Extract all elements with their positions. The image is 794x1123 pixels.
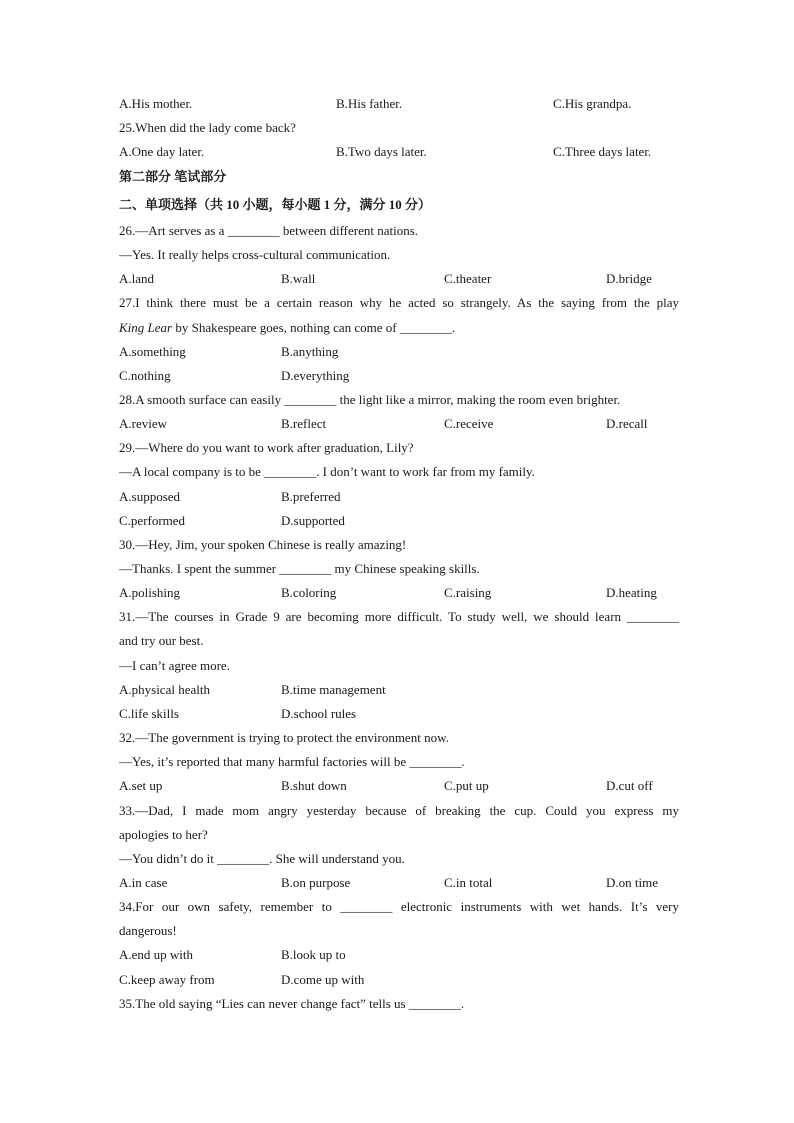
q34-option-d: D.come up with bbox=[281, 972, 365, 987]
q27-option-a: A.something bbox=[119, 344, 186, 359]
q24-option-b: B.His father. bbox=[336, 96, 403, 111]
q29-options-row2 bbox=[119, 511, 679, 531]
q32-option-b: B.shut down bbox=[281, 778, 347, 793]
q26-option-d: D.bridge bbox=[606, 271, 652, 286]
q33-option-c: C.in total bbox=[444, 875, 493, 890]
q32-option-a: A.set up bbox=[119, 778, 163, 793]
q27-option-b: B.anything bbox=[281, 344, 339, 359]
q33-option-d: D.on time bbox=[606, 875, 658, 890]
q33-reply: —You didn’t do it ________. She will understand you. bbox=[119, 851, 405, 866]
q30-options-row bbox=[119, 583, 679, 603]
q29-option-d: D.supported bbox=[281, 513, 345, 528]
q24-option-a: A.His mother. bbox=[119, 96, 193, 111]
q34-stem-line1: 34.For our own safety, remember to ________ electronic instruments with wet hands. It’s very bbox=[119, 899, 679, 914]
q25-options-row bbox=[119, 142, 679, 162]
q29-options-row1 bbox=[119, 487, 679, 507]
q31-stem-line2: and try our best. bbox=[119, 633, 204, 648]
q26-reply: —Yes. It really helps cross-cultural communication. bbox=[119, 247, 391, 262]
q33-option-a: A.in case bbox=[119, 875, 168, 890]
part2-title: 第二部分 笔试部分 bbox=[119, 169, 227, 184]
q33-stem-line2: apologies to her? bbox=[119, 827, 208, 842]
q28-option-d: D.recall bbox=[606, 416, 648, 431]
q31-options-row2 bbox=[119, 704, 679, 724]
q31-option-a: A.physical health bbox=[119, 682, 210, 697]
q28-option-a: A.review bbox=[119, 416, 168, 431]
q30-stem: 30.—Hey, Jim, your spoken Chinese is really amazing! bbox=[119, 537, 407, 552]
q34-stem-line2: dangerous! bbox=[119, 923, 177, 938]
q24-options-row bbox=[119, 94, 679, 114]
q28-stem: 28.A smooth surface can easily ________ the light like a mirror, making the room even brighter. bbox=[119, 392, 621, 407]
q29-option-a: A.supposed bbox=[119, 489, 181, 504]
q34-options-row2 bbox=[119, 970, 679, 990]
q25-stem: 25.When did the lady come back? bbox=[119, 120, 296, 135]
q32-stem: 32.—The government is trying to protect the environment now. bbox=[119, 730, 449, 745]
q29-reply: —A local company is to be ________. I don’t want to work far from my family. bbox=[119, 464, 535, 479]
q32-reply: —Yes, it’s reported that many harmful factories will be ________. bbox=[119, 754, 465, 769]
q29-option-c: C.performed bbox=[119, 513, 186, 528]
q31-reply: —I can’t agree more. bbox=[119, 658, 230, 673]
q29-stem: 29.—Where do you want to work after graduation, Lily? bbox=[119, 440, 414, 455]
q34-options-row1 bbox=[119, 945, 679, 965]
q32-option-c: C.put up bbox=[444, 778, 489, 793]
q27-option-d: D.everything bbox=[281, 368, 350, 383]
q30-option-a: A.polishing bbox=[119, 585, 181, 600]
q31-option-d: D.school rules bbox=[281, 706, 357, 721]
q27-options-row1 bbox=[119, 342, 679, 362]
q26-stem: 26.—Art serves as a ________ between different nations. bbox=[119, 223, 419, 238]
q26-option-b: B.wall bbox=[281, 271, 316, 286]
q34-option-a: A.end up with bbox=[119, 947, 194, 962]
q34-option-b: B.look up to bbox=[281, 947, 346, 962]
section2-title: 二、单项选择（共 10 小题，每小题 1 分，满分 10 分） bbox=[119, 197, 432, 212]
q27-play-title: King Lear bbox=[119, 320, 173, 335]
q33-stem-line1: 33.—Dad, I made mom angry yesterday because of breaking the cup. Could you express my bbox=[119, 803, 679, 818]
q25-option-b: B.Two days later. bbox=[336, 144, 427, 159]
q30-option-b: B.coloring bbox=[281, 585, 337, 600]
q25-option-a: A.One day later. bbox=[119, 144, 205, 159]
q31-option-b: B.time management bbox=[281, 682, 386, 697]
q26-options-row bbox=[119, 269, 679, 289]
q28-option-c: C.receive bbox=[444, 416, 494, 431]
q31-stem-line1: 31.—The courses in Grade 9 are becoming more difficult. To study well, we should learn ________ bbox=[119, 609, 679, 624]
q29-option-b: B.preferred bbox=[281, 489, 341, 504]
q30-option-d: D.heating bbox=[606, 585, 657, 600]
q33-options-row bbox=[119, 873, 679, 893]
q27-stem-line2 bbox=[119, 318, 679, 338]
q26-option-a: A.land bbox=[119, 271, 155, 286]
q33-option-b: B.on purpose bbox=[281, 875, 351, 890]
q28-option-b: B.reflect bbox=[281, 416, 327, 431]
q32-options-row bbox=[119, 776, 679, 796]
q30-option-c: C.raising bbox=[444, 585, 492, 600]
q25-option-c: C.Three days later. bbox=[553, 144, 652, 159]
q30-reply: —Thanks. I spent the summer ________ my Chinese speaking skills. bbox=[119, 561, 480, 576]
q32-option-d: D.cut off bbox=[606, 778, 653, 793]
q31-option-c: C.life skills bbox=[119, 706, 179, 721]
q27-options-row2 bbox=[119, 366, 679, 386]
q27-stem-line1: 27.I think there must be a certain reason why he acted so strangely. As the saying from the play bbox=[119, 295, 679, 310]
q26-option-c: C.theater bbox=[444, 271, 492, 286]
q24-option-c: C.His grandpa. bbox=[553, 96, 632, 111]
q34-option-c: C.keep away from bbox=[119, 972, 215, 987]
q27-stem-rest: by Shakespeare goes, nothing can come of ________. bbox=[172, 320, 456, 335]
q27-option-c: C.nothing bbox=[119, 368, 171, 383]
q28-options-row bbox=[119, 414, 679, 434]
q35-stem: 35.The old saying “Lies can never change fact” tells us ________. bbox=[119, 996, 465, 1011]
q31-options-row1 bbox=[119, 680, 679, 700]
